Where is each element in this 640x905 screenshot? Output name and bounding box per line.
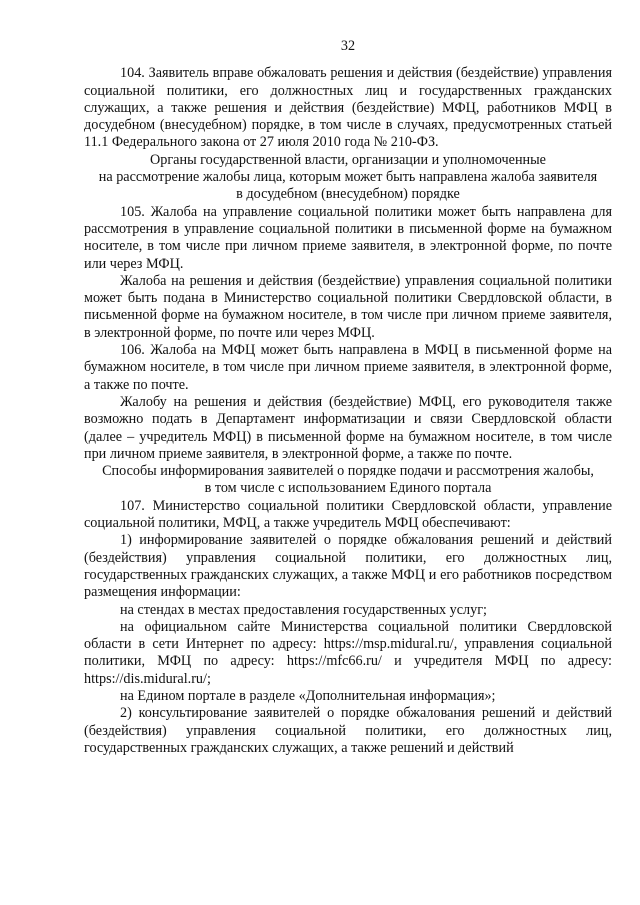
heading-line: Органы государственной власти, организации и уполномоченные bbox=[150, 151, 546, 168]
heading-line: в досудебном (внесудебном) порядке bbox=[236, 186, 460, 203]
paragraph-107-item-2: 2) консультирование заявителей о порядке обжалования решений и действий (бездействия) управления социальной политики, его должностных лиц, государственных гражданских служащих, а также решений и действий bbox=[84, 705, 612, 756]
paragraph-105-continued: Жалоба на решения и действия (бездействие) управления социальной политики может быть подана в Министерство социальной политики Свердловской области, в письменной форме на бумажном носителе, в том числе при личном приеме заявителя, в электронной форме, по почте или через МФЦ. bbox=[84, 272, 612, 341]
heading-line: в том числе с использованием Единого портала bbox=[204, 480, 492, 497]
section-heading-complaint-bodies bbox=[84, 152, 612, 204]
page-number: 32 bbox=[340, 38, 356, 54]
section-heading-informing-methods bbox=[84, 463, 612, 498]
paragraph-106: 106. Жалоба на МФЦ может быть направлена в МФЦ в письменной форме на бумажном носителе, в том числе при личном приеме заявителя, в электронной форме, а также по почте. bbox=[84, 342, 612, 393]
paragraph-107-item-1: 1) информирование заявителей о порядке обжалования решений и действий (бездействия) управления социальной политики, его должностных лиц, государственных гражданских служащих, а также МФЦ и его работников посредством размещения информации: bbox=[84, 532, 612, 601]
paragraph-107: 107. Министерство социальной политики Свердловской области, управление социальной политики, МФЦ, а также учредитель МФЦ обеспечивают: bbox=[84, 497, 612, 532]
paragraph-107-item-1-stands: на стендах в местах предоставления государственных услуг; bbox=[120, 601, 487, 618]
paragraph-107-item-1-websites: на официальном сайте Министерства социальной политики Свердловской области в сети Интернет по адресу: https://msp.midural.ru/, управления социальной политики, МФЦ по адресу: https://mfc66.ru/ и учредителя МФЦ по адресу: https://dis.midural.ru/; bbox=[84, 618, 612, 687]
paragraph-104: 104. Заявитель вправе обжаловать решения и действия (бездействие) управления социальной политики, его должностных лиц и государственных гражданских служащих, а также решения и действия (бездействие) МФЦ, работников МФЦ в досудебном (внесудебном) порядке, в том числе в случаях, предусмотренных статьей 11.1 Федерального закона от 27 июля 2010 года № 210-ФЗ. bbox=[84, 65, 612, 151]
paragraph-106-continued: Жалобу на решения и действия (бездействие) МФЦ, его руководителя также возможно подать в Департамент информатизации и связи Свердловской области (далее – учредитель МФЦ) в письменной форме на бумажном носителе, в том числе при личном приеме заявителя, в электронной форме, а также по почте. bbox=[84, 393, 612, 462]
paragraph-105: 105. Жалоба на управление социальной политики может быть направлена для рассмотрения в управление социальной политики в письменной форме на бумажном носителе, в том числе при личном приеме заявителя, в электронной форме, по почте или через МФЦ. bbox=[84, 203, 612, 272]
heading-line: на рассмотрение жалобы лица, которым может быть направлена жалоба заявителя bbox=[98, 169, 598, 186]
heading-line: Способы информирования заявителей о порядке подачи и рассмотрения жалобы, bbox=[102, 463, 594, 480]
paragraph-107-item-1-portal: на Едином портале в разделе «Дополнительная информация»; bbox=[120, 687, 496, 704]
